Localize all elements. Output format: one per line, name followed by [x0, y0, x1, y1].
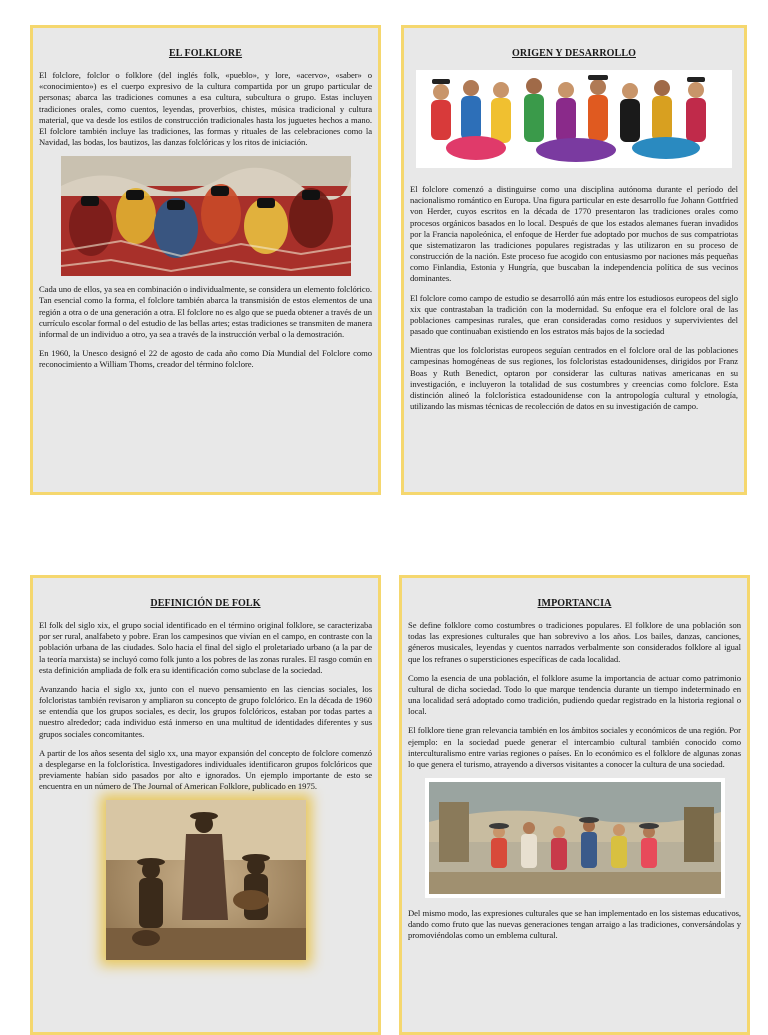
- card-definicion-de-folk: [30, 575, 381, 1035]
- paragraph: En 1960, la Unesco designó el 22 de agosto de cada año como Día Mundial del Folclore como reconocimiento a William Thoms, creador del término folclore.: [39, 348, 372, 370]
- paragraph: Cada uno de ellos, ya sea en combinación o individualmente, se considera un elemento folclórico. Tan esencial como la forma, el folclore también abarca la transmisión de estos elementos de una región a otra o de una generación a otra. El folclore no es algo que se pueda obtener a través de un currículo escolar formal o del estudio de las bellas artes; estas tradiciones se transmiten de manera informal de un individuo a otro, ya sea a través de la instrucción verbal o la demostración.: [39, 284, 372, 339]
- paragraph: El folclore como campo de estudio se desarrolló aún más entre los estudiosos europeos del siglo xix que contrastaban la tradición con la modernidad. Su enfoque era el folclore oral de las poblaciones campesinas rurales, que eran consideradas como residuos y supervivientes del pasado que continuaban existiendo en los estratos más bajos de la sociedad: [410, 292, 738, 337]
- paragraph: Como la esencia de una población, el folklore asume la importancia de actuar como patrimonio cultural de dicha sociedad. Todo lo que marque tendencia durante un tiempo indeterminado en una localidad será adoptado como tradición, pudiendo quedar registrado en la historia regional o local.: [408, 672, 741, 717]
- folk-dancers-group-image: [416, 70, 732, 168]
- paragraph: Avanzando hacia el siglo xx, junto con el nuevo pensamiento en las ciencias sociales, los folcloristas también revisaron y ampliaron su concepto de grupo folclórico. En la década de 1960 se entendía que los grupos sociales, es decir, los grupos folclóricos, estaban por todas partes a nuestro alrededor; cada individuo está inmerso en una multitud de identidades diferentes y sus grupos sociales concomitantes.: [39, 683, 372, 739]
- paragraph: Mientras que los folcloristas europeos seguían centrados en el folclore oral de las poblaciones campesinas homogéneas de sus regiones, los folcloristas estadounidenses, dirigidos por Franz Boas y Ruth Benedict, optaron por considerar las culturas nativas americanas en su investigación, e incluyeron la totalidad de sus costumbres y creencias como folclore. Esta distinción alineó la folclorística estadounidense con la antropología cultural y etnología, utilizando las mismas técnicas de recolección de datos en su investigación de campo.: [410, 345, 738, 412]
- paragraph: El folk del siglo xix, el grupo social identificado en el término original folklore, se caracterizaba por ser rural, analfabeto y pobre. Eran los campesinos que vivían en el campo, en contraste con la población urbana de las ciudades. Solo hacia el final del siglo el proletariado urbano (a la par de la teoría marxista) se incluyó como folk junto a los pobres de las zonas rurales. El rasgo común en esta definición ampliada de folk era su identificación como subclase de la sociedad.: [39, 620, 372, 675]
- paragraph: Se define folklore como costumbres o tradiciones populares. El folklore de una población son todas las expresiones culturales que han sobrevivo a los años. Los bailes, danzas, canciones, géneros musicales, leyendas y cuentos narrados verbalmente son considerados folklore al igual que los refranes o supersticiones específicas de cada localidad.: [408, 620, 741, 664]
- paragraph: El folclore, folclor o folklore (del inglés folk, «pueblo», y lore, «acervo», «saber» o «conocimiento») es el cuerpo expresivo de la cultura compartida por un grupo particular de personas; abarca las tradiciones comunes a esa cultura, subcultura o grupo. Estas incluyen tradiciones orales, como cuentos, leyendas, proverbios, chistes, música tradicional y cultura material, que va desde los estilos de construcción tradicionales hasta los juguetes hechos a mano. El folclore también incluye las tradiciones, las formas y rituales de las celebraciones como la Navidad, las bodas, los bautizos, las danzas folclóricas y los ritos de iniciación.: [39, 70, 372, 148]
- paragraph: A partir de los años sesenta del siglo xx, una mayor expansión del concepto de folclore comenzó a desplegarse en la folclorística. Investigadores individuales identificaron grupos folclóricos que previamente habían sido pasados por alto e ignorados. Un ejemplo importante de esto se encuentra en un número de The Journal of American Folklore, publicado en 1975.: [39, 747, 372, 792]
- paragraph: El folklore tiene gran relevancia también en los ámbitos sociales y económicos de una región. Por ejemplo: en la sociedad puede generar el intercambio cultural también conocido como interculturalismo entre varias regiones o países. En lo económico es el folklore de algunas zonas lo que genera el turismo, atrayendo a diversos visitantes a conocer la cultura de una sociedad.: [408, 725, 741, 769]
- andean-festival-painting: [61, 156, 351, 276]
- paragraph: Del mismo modo, las expresiones culturales que se han implementado en los sistemas educativos, dando como fruto que las nuevas generaciones tengan arraigo a las tradiciones, conversándolas y promoviéndolas como un emblema cultural.: [408, 908, 741, 941]
- card-origen-y-desarrollo: [401, 25, 747, 495]
- card-importancia: [399, 575, 750, 1035]
- paragraph: El folclore comenzó a distinguirse como una disciplina autónoma durante el período del nacionalismo romántico en Europa. Una figura particular en este desarrollo fue Johann Gottfried von Herder, cuyos escritos en la década de 1770 presentaron las tradiciones orales como procesos orgánicos basados en lo local. Después de que los estados alemanes fueran invadidos por la Francia napoleónica, el enfoque de Herder fue adoptado por muchos de sus compatriotas que sistematizaron las tradiciones populares registradas y las utilizaron en su proceso de construcción de la nación. Este proceso fue acogido con entusiasmo por naciones más pequeñas como Finlandia, Estonia y Hungría, que buscaban la independencia política de sus vecinos dominantes.: [410, 184, 738, 284]
- card-el-folklore: [30, 25, 381, 495]
- card-title: EL FOLKLORE: [168, 48, 243, 59]
- card-title: ORIGEN Y DESARROLLO: [512, 48, 636, 59]
- card-title: DEFINICIÓN DE FOLK: [150, 598, 261, 609]
- vintage-musicians-photo: [106, 800, 306, 960]
- village-dance-painting: [425, 778, 725, 898]
- card-title: IMPORTANCIA: [537, 598, 612, 609]
